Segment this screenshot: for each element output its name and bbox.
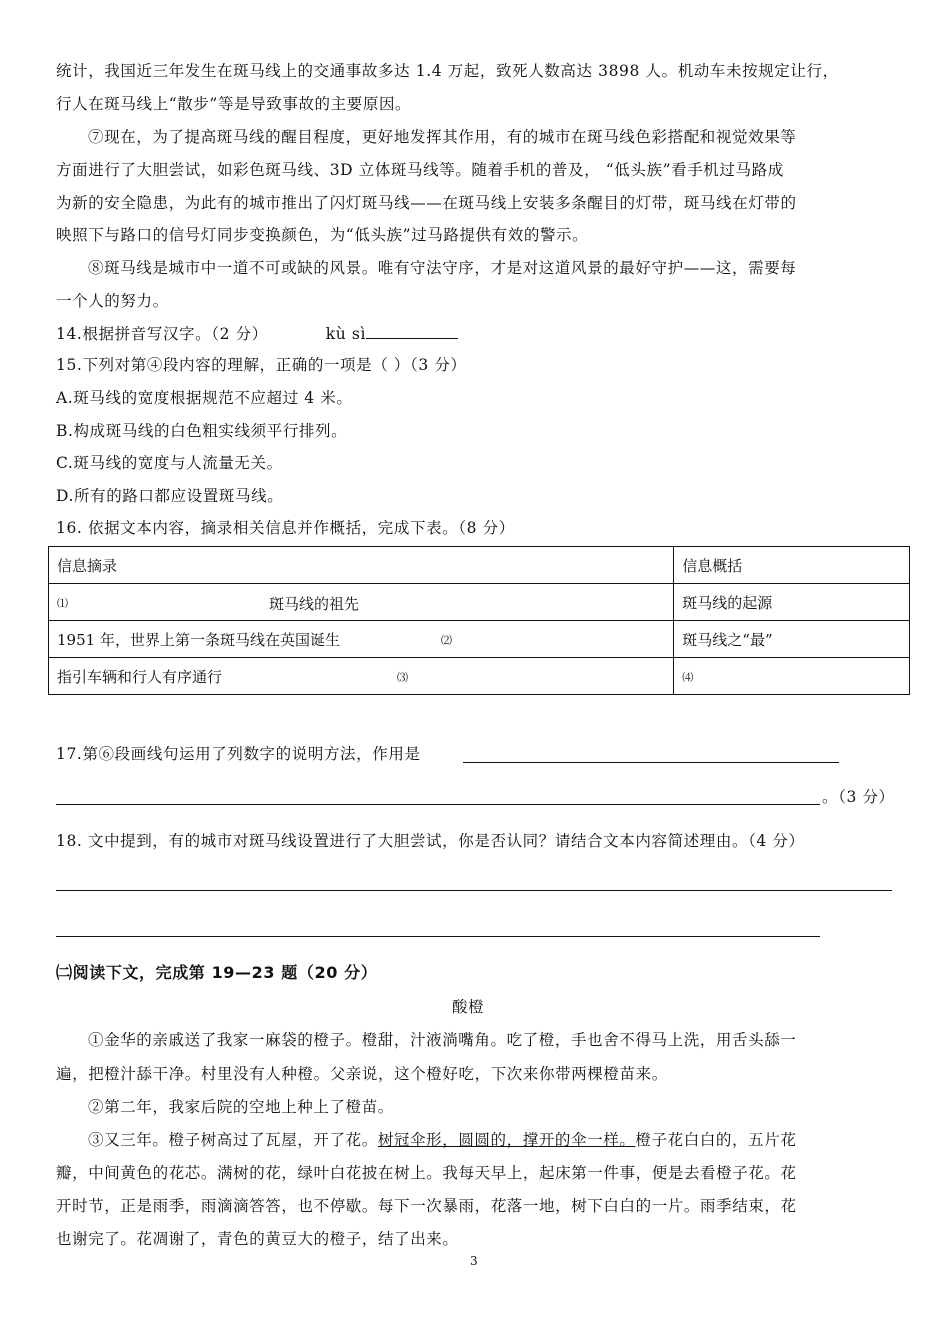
paragraph-line: 统计，我国近三年发生在斑马线上的交通事故多达 1.4 万起，致死人数高达 3898 人。机动车未按规定让行， — [56, 62, 839, 80]
question-18-text: 18. 文中提到，有的城市对斑马线设置进行了大胆尝试，你是否认同？请结合文本内容简述理由。（4 分） — [56, 832, 805, 850]
answer-line[interactable] — [56, 890, 892, 891]
question-16-text: 16. 依据文本内容，摘录相关信息并作概括，完成下表。（8 分） — [56, 519, 515, 537]
story-paragraph-3-line: 也谢完了。花凋谢了，青色的黄豆大的橙子，结了出来。 — [56, 1230, 459, 1248]
paragraph-8-line: 一个人的努力。 — [56, 292, 169, 310]
table-cell[interactable] — [49, 621, 674, 658]
story-paragraph-3-line: 瓣，中间黄色的花芯。满树的花，绿叶白花披在树上。我每天早上，起床第一件事，便是去看橙子花。花 — [56, 1164, 797, 1182]
answer-line[interactable] — [56, 936, 820, 937]
option-d: D.所有的路口都应设置斑马线。 — [56, 487, 284, 505]
page-number: 3 — [470, 1254, 479, 1268]
story-text: 橙子花白白的，五片花 — [635, 1131, 797, 1149]
table-cell[interactable] — [49, 658, 674, 695]
table-cell: 斑马线之“最” — [674, 621, 910, 658]
question-14 — [56, 322, 458, 345]
excerpt-text: 1951 年，世界上第一条斑马线在英国诞生 — [57, 630, 340, 649]
table-row — [49, 621, 910, 658]
excerpt-text: 指引车辆和行人有序通行 — [57, 667, 223, 686]
story-paragraph-2: ②第二年，我家后院的空地上种上了橙苗。 — [88, 1098, 394, 1116]
answer-line[interactable] — [56, 804, 820, 805]
blank-marker: ⑴ — [57, 597, 68, 610]
question-14-pinyin: kù sì — [325, 325, 367, 343]
answer-blank[interactable] — [366, 322, 458, 339]
excerpt-text: 斑马线的祖先 — [269, 595, 360, 613]
question-14-text: 14.根据拼音写汉字。（2 分） — [56, 325, 268, 343]
paragraph-8-line: ⑧斑马线是城市中一道不可或缺的风景。唯有守法守序，才是对这道风景的最好守护——这，需要每 — [88, 259, 797, 277]
question-17-text: 17.第⑥段画线句运用了列数字的说明方法，作用是 — [56, 745, 421, 763]
blank-marker: ⑶ — [397, 671, 408, 684]
section-heading: ㈡阅读下文，完成第 19—23 题（20 分） — [56, 963, 378, 982]
blank-marker: ⑵ — [441, 634, 452, 647]
option-c: C.斑马线的宽度与人流量无关。 — [56, 454, 283, 472]
story-paragraph-1-line: 遍，把橙汁舔干净。村里没有人种橙。父亲说，这个橙好吃，下次来你带两棵橙苗来。 — [56, 1065, 668, 1083]
paragraph-7-line: 映照下与路口的信号灯同步变换颜色，为“低头族”过马路提供有效的警示。 — [56, 226, 589, 244]
story-title: 酸橙 — [452, 998, 485, 1016]
underlined-sentence: 树冠伞形，圆圆的，撑开的伞一样。 — [377, 1131, 636, 1149]
table-cell: 斑马线的起源 — [674, 584, 910, 621]
question-15-text: 15.下列对第④段内容的理解，正确的一项是（ ）（3 分） — [56, 356, 467, 374]
table-header-row — [49, 547, 910, 584]
answer-line[interactable] — [463, 762, 839, 763]
option-a: A.斑马线的宽度根据规范不应超过 4 米。 — [56, 389, 353, 407]
story-paragraph-3-line — [88, 1129, 796, 1151]
story-paragraph-1-line: ①金华的亲戚送了我家一麻袋的橙子。橙甜，汁液淌嘴角。吃了橙，手也舍不得马上洗，用舌头舔一 — [88, 1031, 797, 1049]
table-header-cell: 信息摘录 — [49, 547, 674, 584]
info-table — [48, 546, 910, 695]
table-header-cell: 信息概括 — [674, 547, 910, 584]
blank-marker: ⑷ — [682, 671, 694, 684]
table-row — [49, 658, 910, 695]
paragraph-line: 行人在斑马线上“散步”等是导致事故的主要原因。 — [56, 95, 412, 113]
paragraph-7-line: 方面进行了大胆尝试，如彩色斑马线、3D 立体斑马线等。随着手机的普及， “低头族”看手机过马路成 — [56, 161, 784, 179]
story-text: ③又三年。橙子树高过了瓦屋，开了花。 — [88, 1131, 378, 1149]
table-cell[interactable] — [49, 584, 674, 621]
table-row — [49, 584, 910, 621]
option-b: B.构成斑马线的白色粗实线须平行排列。 — [56, 422, 348, 440]
table-cell[interactable] — [674, 658, 910, 695]
paragraph-7-line: ⑦现在，为了提高斑马线的醒目程度，更好地发挥其作用，有的城市在斑马线色彩搭配和视觉效果等 — [88, 128, 797, 146]
paragraph-7-line: 为新的安全隐患，为此有的城市推出了闪灯斑马线——在斑马线上安装多条醒目的灯带，斑马线在灯带的 — [56, 194, 797, 212]
question-17-score: 。（3 分） — [822, 788, 895, 806]
story-paragraph-3-line: 开时节，正是雨季，雨滴滴答答，也不停歇。每下一次暴雨，花落一地，树下白白的一片。雨季结束，花 — [56, 1197, 797, 1215]
